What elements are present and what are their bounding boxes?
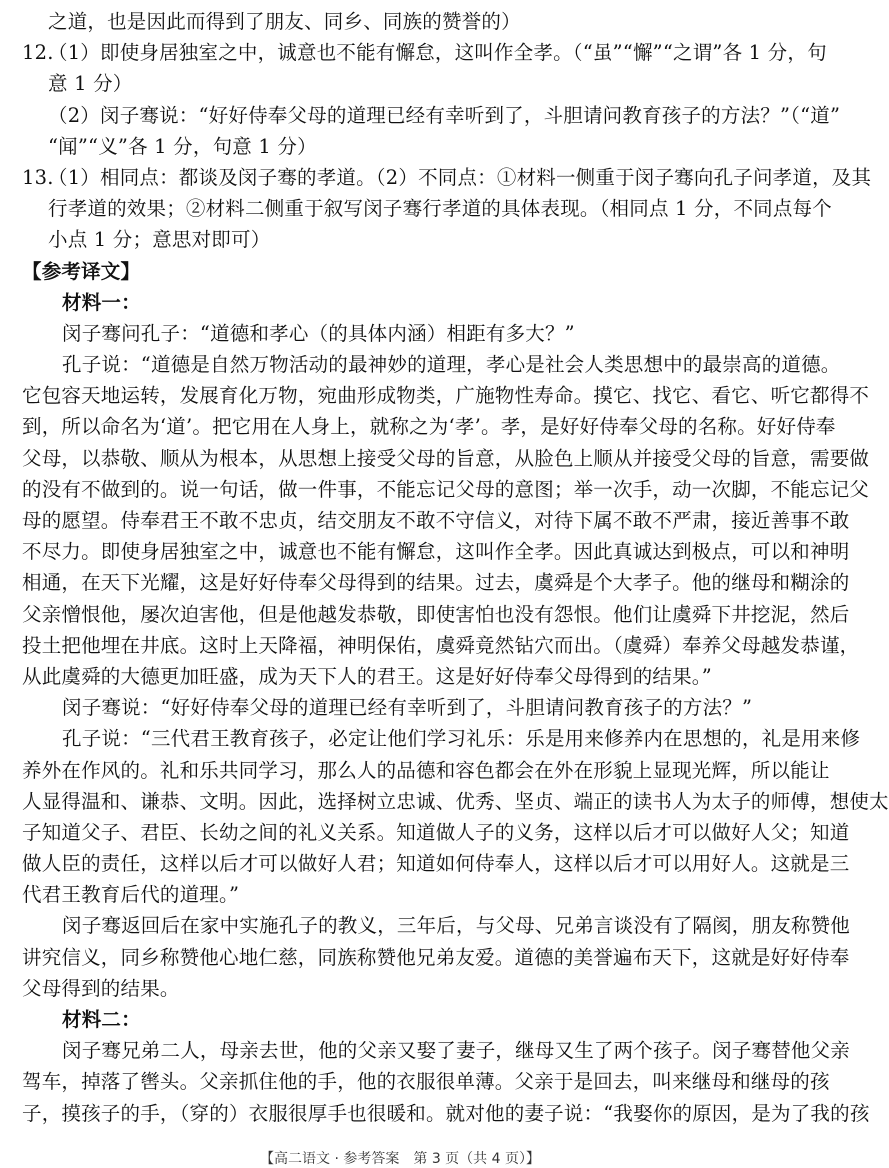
answer-12-line-3: （2）闵子骞说：“好好侍奉父母的道理已经有幸听到了，斗胆请问教育孩子的方法？”（“道” (48, 103, 841, 127)
material-1-line: 孔子说：“道德是自然万物活动的最神妙的道理，孝心是社会人类思想中的最崇高的道德。 (62, 353, 841, 377)
material-1-line: 孔子说：“三代君王教育孩子，必定让他们学习礼乐：乐是用来修养内在思想的，礼是用来修 (62, 727, 861, 751)
material-1-line: 养外在作风的。礼和乐共同学习，那么人的品德和容色都会在外在形貌上显现光辉，所以能让 (22, 758, 830, 782)
answer-13-line-3: 小点 1 分；意思对即可） (48, 228, 271, 252)
material-2-line: 驾车，掉落了辔头。父亲抓住他的手，他的衣服很单薄。父亲于是回去，叫来继母和继母的孩 (22, 1070, 830, 1094)
answer-12-part1: （1）即使身居独室之中，诚意也不能有懈怠，这叫作全孝。（“虽”“懈”“之谓”各 1 分，句 (48, 41, 827, 65)
material-1-line: 父母，以恭敬、顺从为根本，从思想上接受父母的旨意，从脸色上顺从并接受父母的旨意，需要做 (22, 446, 870, 470)
material-1-line: 讲究信义，同乡称赞他心地仁慈，同族称赞他兄弟友爱。道德的美誉遍布天下，这就是好好侍奉 (22, 945, 850, 969)
material-2-title: 材料二： (62, 1008, 141, 1031)
material-1-line: 相通，在天下光耀，这是好好侍奉父母得到的结果。过去，虞舜是个大孝子。他的继母和糊涂的 (22, 571, 850, 595)
material-2-line: 子，摸孩子的手，（穿的）衣服很厚手也很暖和。就对他的妻子说：“我娶你的原因，是为了我的孩 (22, 1101, 870, 1125)
material-1-line: 的没有不做到的。说一句话，做一件事，不能忘记父母的意图；举一次手，动一次脚，不能忘记父 (22, 477, 870, 501)
material-1-line: 做人臣的责任，这样以后才可以做好人君；知道如何侍奉人，这样以后才可以用好人。这就是三 (22, 852, 850, 876)
material-1-title: 材料一： (62, 290, 141, 314)
answer-12-line-2: 意 1 分） (48, 72, 133, 96)
translation-heading: 【参考译文】 (22, 259, 141, 283)
material-1-line: 投土把他埋在井底。这时上天降福，神明保佑，虞舜竟然钻穴而出。（虞舜）奉养父母越发恭谨， (22, 633, 860, 657)
material-1-line: 父母得到的结果。 (22, 976, 180, 1000)
question-number-13: 13. (22, 165, 54, 189)
question-number-12: 12. (22, 41, 54, 65)
material-1-line: 不尽力。即使身居独室之中，诚意也不能有懈怠，这叫作全孝。因此真诚达到极点，可以和神明 (22, 540, 850, 564)
answer-13-text: （1）相同点：都谈及闵子骞的孝道。（2）不同点：①材料一侧重于闵子骞向孔子问孝道，及其 (48, 165, 872, 189)
material-1-line: 它包容天地运转，发展育化万物，宛曲形成物类，广施物性寿命。摸它、找它、看它、听它都得不 (22, 384, 870, 408)
page-footer: 【高二语文 · 参考答案 第 3 页（共 4 页）】 (260, 1151, 540, 1167)
material-2-line: 闵子骞兄弟二人，母亲去世，他的父亲又娶了妻子，继母又生了两个孩子。闵子骞替他父亲 (62, 1039, 851, 1063)
answer-page (22, 6, 889, 1129)
answer-11-continuation: 之道，也是因此而得到了朋友、同乡、同族的赞誉的） (48, 10, 521, 33)
answer-12-line-4: “闻”“义”各 1 分，句意 1 分） (48, 134, 317, 158)
material-1-line: 闵子骞说：“好好侍奉父母的道理已经有幸听到了，斗胆请问教育孩子的方法？” (62, 696, 753, 720)
material-1-line: 闵子骞返回后在家中实施孔子的教义，三年后，与父母、兄弟言谈没有了隔阂，朋友称赞他 (62, 914, 851, 938)
material-1-line: 代君王教育后代的道理。” (22, 883, 240, 907)
answer-12-line-1 (22, 37, 827, 68)
answer-13-line-1 (22, 162, 872, 193)
material-1-line: 父亲憎恨他，屡次迫害他，但是他越发恭敬，即使害怕也没有怨恨。他们让虞舜下井挖泥，然后 (22, 602, 850, 626)
material-1-line: 从此虞舜的大德更加旺盛，成为天下人的君王。这是好好侍奉父母得到的结果。” (22, 664, 712, 688)
material-1-line: 子知道父子、君臣、长幼之间的礼义关系。知道做人子的义务，这样以后才可以做好人父；知道 (22, 820, 850, 844)
material-1-line: 母的愿望。侍奉君王不敢不忠贞，结交朋友不敢不守信义，对待下属不敢不严肃，接近善事不敢 (22, 509, 850, 532)
answer-13-line-2: 行孝道的效果；②材料二侧重于叙写闵子骞行孝道的具体表现。（相同点 1 分，不同点每个 (48, 197, 832, 221)
material-1-line: 人显得温和、谦恭、文明。因此，选择树立忠诚、优秀、坚贞、端正的读书人为太子的师傅，想使太 (22, 789, 889, 813)
material-1-line: 闵子骞问孔子：“道德和孝心（的具体内涵）相距有多大？” (62, 321, 575, 345)
material-1-line: 到，所以命名为‘道’。把它用在人身上，就称之为‘孝’。孝，是好好侍奉父母的名称。好好侍奉 (22, 415, 836, 439)
